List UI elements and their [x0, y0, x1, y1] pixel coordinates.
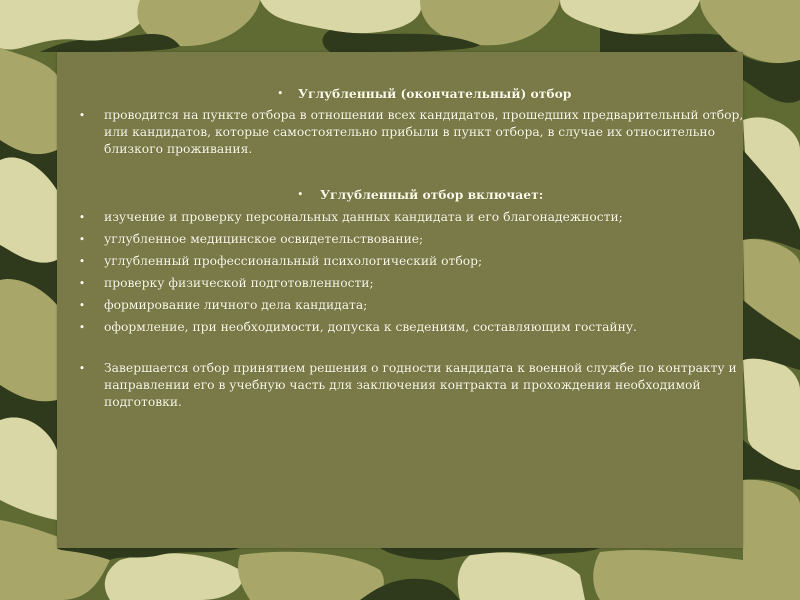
paragraph-line: проводится на пункте отбора в отношении всех кандидатов, прошедших предварительный отбор, — [104, 108, 744, 122]
bullet: • — [297, 188, 304, 201]
bullet: • — [78, 299, 86, 312]
bullet: • — [78, 277, 86, 290]
list-item-text: углубленный профессиональный психологический отбор; — [104, 254, 483, 268]
conclusion-paragraph — [104, 360, 744, 411]
paragraph-line: Завершается отбор принятием решения о годности кандидата к военной службе по контракту и — [104, 361, 737, 375]
section1-paragraph — [104, 107, 744, 158]
bullet: • — [78, 362, 86, 375]
list-item-text: проверку физической подготовленности; — [104, 276, 374, 290]
bullet: • — [277, 87, 284, 100]
list-item-text: изучение и проверку персональных данных кандидата и его благонадежности; — [104, 210, 623, 224]
bullet: • — [78, 233, 86, 246]
section1-heading: Углубленный (окончательный) отбор — [298, 86, 572, 101]
list-item-text: формирование личного дела кандидата; — [104, 298, 368, 312]
list-item-text: углубленное медицинское освидетельствование; — [104, 232, 424, 246]
paragraph-line: направлении его в учебную часть для заключения контракта и прохождения необходимой — [104, 378, 701, 392]
section2-heading: Углубленный отбор включает: — [320, 187, 544, 202]
paragraph-line: подготовки. — [104, 395, 182, 409]
bullet: • — [78, 109, 86, 122]
paragraph-line: или кандидатов, которые самостоятельно прибыли в пункт отбора, в случае их относительно — [104, 125, 716, 139]
bullet: • — [78, 321, 86, 334]
list-item-text: оформление, при необходимости, допуска к сведениям, составляющим гостайну. — [104, 320, 637, 334]
slide-panel — [57, 52, 743, 548]
bullet: • — [78, 255, 86, 268]
bullet: • — [78, 211, 86, 224]
paragraph-line: близкого проживания. — [104, 142, 253, 156]
